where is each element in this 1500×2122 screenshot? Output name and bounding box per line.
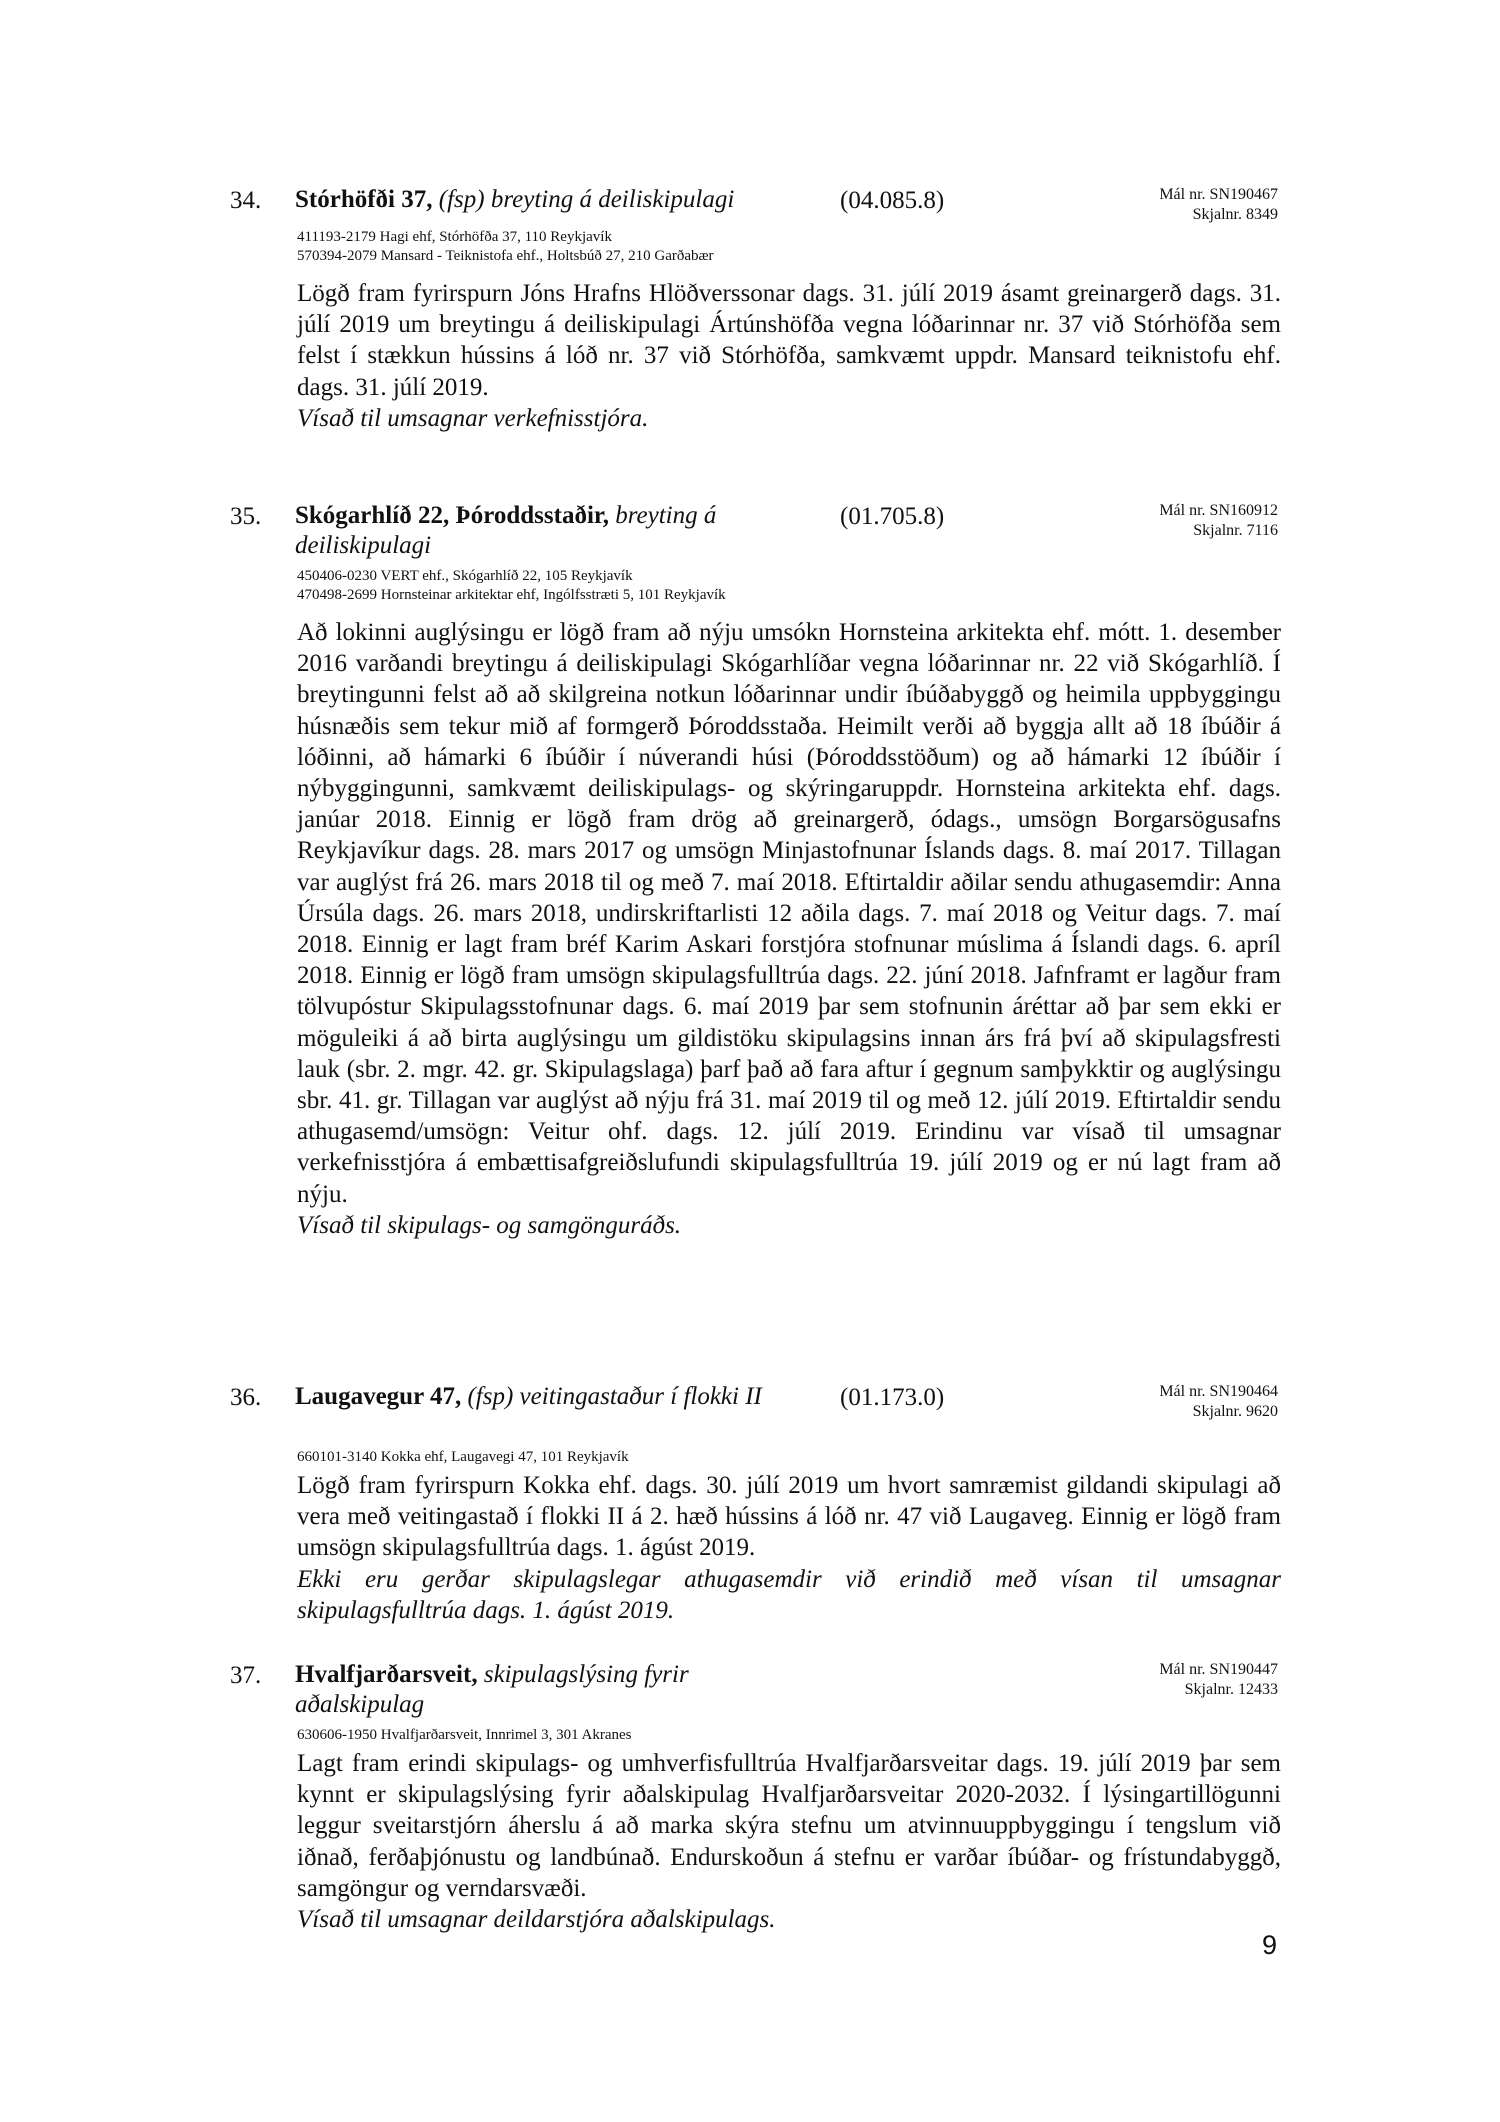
- item-subtitle: (fsp) breyting á deiliskipulagi: [438, 186, 735, 213]
- item-reference: [1159, 185, 1278, 225]
- document-number: Skjalnr. 7116: [1193, 522, 1278, 539]
- item-code: (04.085.8): [840, 187, 945, 214]
- case-number: Mál nr. SN190467: [1159, 186, 1278, 203]
- item-subtitle: (fsp) veitingastaður í flokki II: [467, 1383, 762, 1410]
- document-number: Skjalnr. 8349: [1192, 206, 1278, 223]
- item-title: Skógarhlíð 22, Þóroddsstaðir,: [295, 502, 609, 529]
- party-line: 660101-3140 Kokka ehf, Laugavegi 47, 101 Reykjavík: [297, 1449, 629, 1465]
- item-body: [297, 1470, 1281, 1626]
- item-description: Að lokinni auglýsingu er lögð fram að nýju umsókn Hornsteina arkitekta ehf. mótt. 1. desember 2016 varðandi breytingu á deiliskipulagi Skógarhlíðar vegna lóðarinnar nr. 22 við Skógarhlíð. Í breytingunni felst að að skilgreina notkun lóðarinnar undir íbúðabyggð og heimila uppbyggingu húsnæðis sem tekur mið af formgerð Þóroddsstaða. Heimilt verði að byggja allt að 18 íbúðir á lóðinni, að hámarki 6 íbúðir í núverandi húsi (Þóroddsstöðum) og að hámarki 12 íbúðir í nýbyggingunni, samkvæmt deiliskipulags- og skýringaruppdr. Hornsteina arkitekta ehf. dags. janúar 2018. Einnig er lögð fram drög að greinargerð, ódags., umsögn Borgarsögusafns Reykjavíkur dags. 28. mars 2017 og umsögn Minjastofnunar Íslands dags. 8. maí 2017. Tillagan var auglýst frá 26. mars 2018 til og með 7. maí 2018. Eftirtaldir aðilar sendu athugasemdir: Anna Úrsúla dags. 26. mars 2018, undirskriftarlisti 12 aðila dags. 7. maí 2018 og Veitur dags. 7. maí 2018. Einnig er lagt fram bréf Karim Askari forstjóra stofnunar múslima á Íslandi dags. 6. apríl 2018. Einnig er lögð fram umsögn skipulagsfulltrúa dags. 22. júní 2018. Jafnframt er lagður fram tölvupóstur Skipulagsstofnunar dags. 6. maí 2019 þar sem stofnunin áréttar að þar sem ekki er möguleiki á að birta auglýsingu um gildistöku skipulagsins innan árs frá því að skipulagsfresti lauk (sbr. 2. mgr. 42. gr. Skipulagslaga) þarf það að fara aftur í gegnum samþykktir og auglýsingu sbr. 41. gr. Tillagan var auglýst að nýju frá 31. maí 2019 til og með 12. júlí 2019. Eftirtaldir sendu athugasemd/umsögn: Veitur ohf. dags. 12. júlí 2019. Erindinu var vísað til umsagnar verkefnisstjóra á embættisafgreiðslufundi skipulagsfulltrúa 19. júlí 2019 og er nú lagt fram að nýju.: [297, 619, 1281, 1208]
- party-line: 570394-2079 Mansard - Teiknistofa ehf., Holtsbúð 27, 210 Garðabær: [297, 248, 714, 264]
- case-number: Mál nr. SN190464: [1159, 1383, 1278, 1400]
- item-subtitle: skipulagslýsing fyrir aðalskipulag: [295, 1661, 689, 1718]
- item-description: Lagt fram erindi skipulags- og umhverfisfulltrúa Hvalfjarðarsveitar dags. 19. júlí 2019 þar sem kynnt er skipulagslýsing fyrir aðalskipulag Hvalfjarðarsveitar 2020-2032. Í lýsingartillögunni leggur sveitarstjórn áherslu á að marka skýra stefnu um atvinnuuppbyggingu í tengslum við iðnað, ferðaþjónustu og landbúnað. Endurskoðun á stefnu er varðar íbúðar- og frístundabyggð, samgöngur og verndarsvæði.: [297, 1750, 1281, 1902]
- item-decision: Ekki eru gerðar skipulagslegar athugasemdir við erindið með vísan til umsagnar skipulagsfulltrúa dags. 1. ágúst 2019.: [297, 1565, 1281, 1624]
- party-line: 630606-1950 Hvalfjarðarsveit, Innrimel 3, 301 Akranes: [297, 1727, 632, 1743]
- item-reference: [1159, 1660, 1278, 1700]
- party-line: 470498-2699 Hornsteinar arkitektar ehf, Ingólfsstræti 5, 101 Reykjavík: [297, 587, 726, 603]
- item-subtitle: breyting á deiliskipulagi: [295, 502, 717, 559]
- item-reference: [1159, 501, 1278, 541]
- item-body: [297, 278, 1281, 434]
- item-parties: [297, 228, 714, 266]
- item-code: (01.173.0): [840, 1384, 945, 1411]
- item-number: 36.: [230, 1384, 262, 1411]
- item-decision: Vísað til skipulags- og samgönguráðs.: [297, 1211, 682, 1239]
- item-heading: [295, 501, 795, 561]
- item-number: 35.: [230, 503, 262, 530]
- item-title: Hvalfjarðarsveit,: [295, 1661, 478, 1688]
- item-number: 34.: [230, 187, 262, 214]
- item-reference: [1159, 1382, 1278, 1422]
- page-number: 9: [1262, 1930, 1278, 1960]
- item-title: Laugavegur 47,: [295, 1383, 462, 1410]
- item-body: [297, 1748, 1281, 1935]
- case-number: Mál nr. SN160912: [1159, 502, 1278, 519]
- document-number: Skjalnr. 9620: [1192, 1403, 1278, 1420]
- item-heading: [295, 1382, 815, 1412]
- party-line: 411193-2179 Hagi ehf, Stórhöfða 37, 110 Reykjavík: [297, 229, 612, 245]
- item-description: Lögð fram fyrirspurn Kokka ehf. dags. 30. júlí 2019 um hvort samræmist gildandi skipulagi að vera með veitingastað í flokki II á 2. hæð hússins á lóð nr. 47 við Laugaveg. Einnig er lögð fram umsögn skipulagsfulltrúa dags. 1. ágúst 2019.: [297, 1472, 1281, 1562]
- item-code: (01.705.8): [840, 503, 945, 530]
- item-body: [297, 617, 1281, 1241]
- item-decision: Vísað til umsagnar verkefnisstjóra.: [297, 404, 649, 432]
- item-heading: [295, 185, 815, 215]
- document-number: Skjalnr. 12433: [1184, 1681, 1278, 1698]
- item-parties: [297, 1726, 632, 1745]
- item-parties: [297, 567, 726, 605]
- party-line: 450406-0230 VERT ehf., Skógarhlíð 22, 105 Reykjavík: [297, 568, 633, 584]
- item-title: Stórhöfði 37,: [295, 186, 433, 213]
- item-number: 37.: [230, 1662, 262, 1689]
- item-description: Lögð fram fyrirspurn Jóns Hrafns Hlöðverssonar dags. 31. júlí 2019 ásamt greinargerð dags. 31. júlí 2019 um breytingu á deiliskipulagi Ártúnshöfða vegna lóðarinnar nr. 37 við Stórhöfða sem felst í stækkun hússins á lóð nr. 37 við Stórhöfða, samkvæmt uppdr. Mansard teiknistofu ehf. dags. 31. júlí 2019.: [297, 280, 1281, 401]
- case-number: Mál nr. SN190447: [1159, 1661, 1278, 1678]
- item-decision: Vísað til umsagnar deildarstjóra aðalskipulags.: [297, 1906, 776, 1934]
- item-parties: [297, 1448, 629, 1467]
- item-heading: [295, 1660, 795, 1720]
